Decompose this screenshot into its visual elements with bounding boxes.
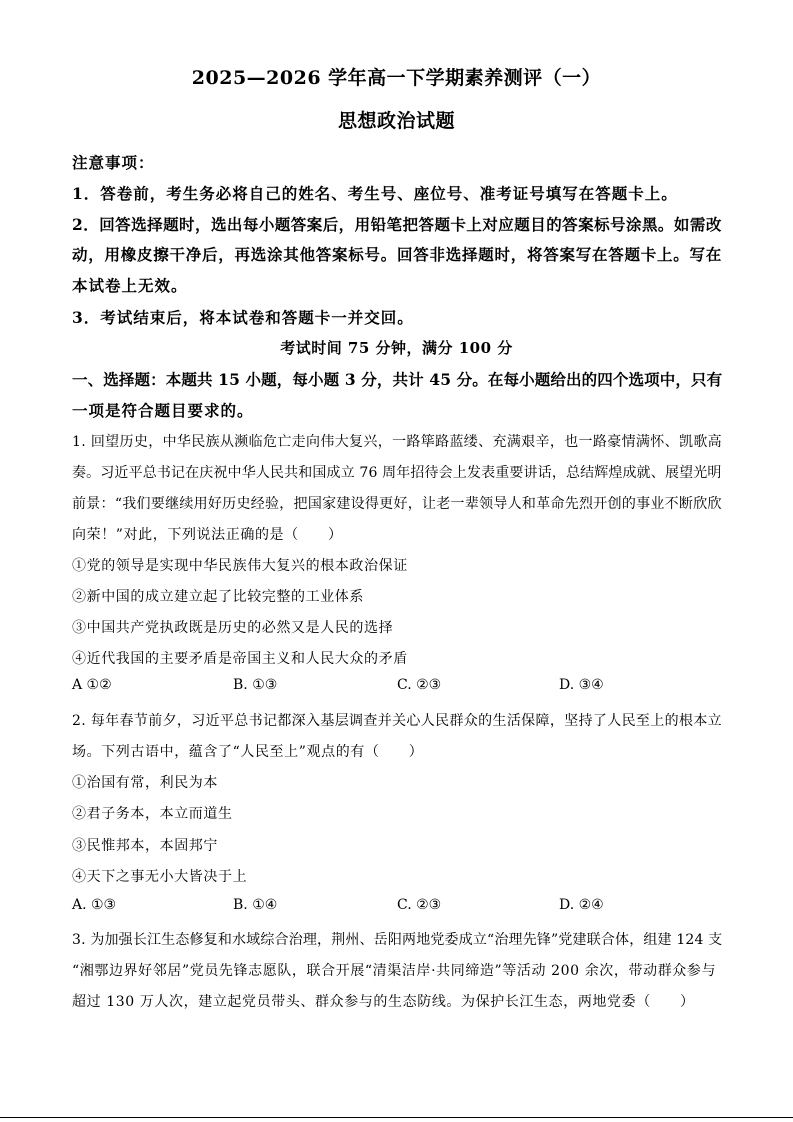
q3-stem-line: 超过 130 万人次，建立起党员带头、群众参与的生态防线。为保护长江生态，两地党委（ ）: [72, 994, 695, 1010]
q2-item: ③民惟邦本，本固邦宁: [72, 838, 218, 854]
section-heading-cont: 一项是符合题目要求的。: [72, 401, 254, 420]
exam-subtitle: 思想政治试题: [337, 110, 455, 132]
q2-item: ②君子务本，本立而道生: [72, 806, 233, 822]
q1-stem-line: 前景：“我们要继续用好历史经验，把国家建设得更好，让老一辈领导人和革命先烈开创的事业不断欣欣: [72, 496, 722, 512]
q1-option-c[interactable]: C. ②③: [397, 677, 442, 693]
q2-option-a[interactable]: A. ①③: [72, 897, 117, 913]
notes-line: 动，用橡皮擦干净后，再选涂其他答案标号。回答非选择题时，将答案写在答题卡上。写在: [72, 245, 723, 264]
q1-item: ①党的领导是实现中华民族伟大复兴的根本政治保证: [72, 558, 408, 574]
q3-stem-line: 3. 为加强长江生态修复和水域综合治理，荆州、岳阳两地党委成立“治理先锋”党建联合体，组建 124 支: [72, 932, 723, 948]
page-bottom-rule: [0, 1117, 793, 1118]
q1-option-d[interactable]: D. ③④: [559, 677, 604, 693]
notes-line: 本试卷上无效。: [72, 276, 188, 295]
q2-option-d[interactable]: D. ②④: [559, 897, 604, 913]
notes-line: 2．回答选择题时，选出每小题答案后，用铅笔把答题卡上对应题目的答案标号涂黑。如需改: [72, 215, 722, 234]
q1-option-a[interactable]: A ①②: [72, 677, 112, 693]
q1-options: [72, 677, 732, 697]
q1-option-b[interactable]: B. ①③: [233, 677, 278, 693]
notes-heading: 注意事项：: [72, 153, 155, 172]
exam-time-info: 考试时间 75 分钟，满分 100 分: [280, 339, 513, 357]
q1-item: ②新中国的成立建立起了比较完整的工业体系: [72, 589, 364, 605]
q1-item: ④近代我国的主要矛盾是帝国主义和人民大众的矛盾: [72, 651, 408, 667]
q2-option-c[interactable]: C. ②③: [397, 897, 442, 913]
q1-item: ③中国共产党执政既是历史的必然又是人民的选择: [72, 620, 394, 636]
q3-stem-line: “湘鄂边界好邻居”党员先锋志愿队，联合开展“清渠洁岸·共同缔造”等活动 200 余次，带动群众参与: [72, 963, 717, 979]
exam-title: 2025—2026 学年高一下学期素养测评（一）: [191, 67, 602, 89]
q2-item: ①治国有常，利民为本: [72, 775, 218, 791]
q2-options: [72, 897, 732, 917]
notes-line: 1．答卷前，考生务必将自己的姓名、考生号、座位号、准考证号填写在答题卡上。: [72, 184, 678, 203]
q2-option-b[interactable]: B. ①④: [233, 897, 278, 913]
q2-stem-line: 场。下列古语中，蕴含了“人民至上”观点的有（ ）: [72, 744, 424, 760]
q1-stem-line: 1. 回望历史，中华民族从濒临危亡走向伟大复兴，一路筚路蓝缕、充满艰辛，也一路豪情满怀、凯歌高: [72, 434, 723, 450]
notes-line: 3．考试结束后，将本试卷和答题卡一并交回。: [72, 308, 414, 327]
q1-stem-line: 向荣！”对此，下列说法正确的是（ ）: [72, 527, 343, 543]
q2-item: ④天下之事无小大皆决于上: [72, 869, 248, 885]
section-heading: 一、选择题：本题共 15 小题，每小题 3 分，共计 45 分。在每小题给出的四个选项中，只有: [72, 370, 723, 389]
q1-stem-line: 奏。习近平总书记在庆祝中华人民共和国成立 76 周年招待会上发表重要讲话，总结辉煌成就、展望光明: [72, 465, 722, 481]
q2-stem-line: 2. 每年春节前夕，习近平总书记都深入基层调查并关心人民群众的生活保障，坚持了人民至上的根本立: [72, 713, 723, 729]
